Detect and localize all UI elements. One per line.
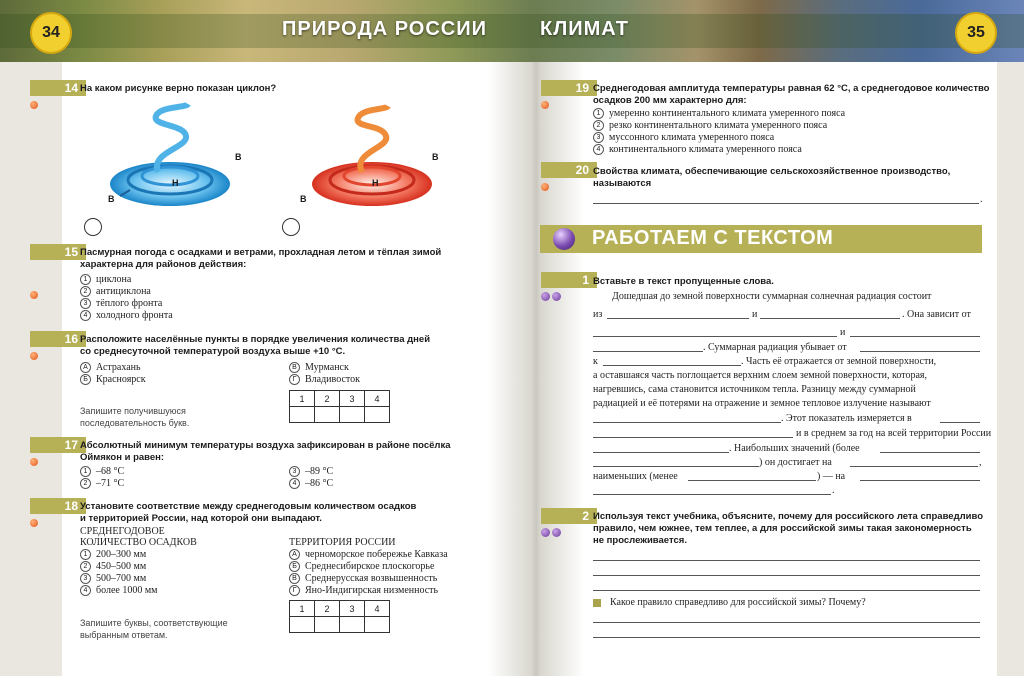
text-fragment: из — [593, 309, 603, 320]
question-18-text-line2: и территорией России, над которой они выпадают. — [80, 513, 322, 524]
column-header: ТЕРРИТОРИЯ РОССИИ — [289, 537, 396, 548]
blank-line[interactable] — [860, 351, 980, 352]
banner-title: РАБОТАЕМ С ТЕКСТОМ — [592, 227, 834, 249]
task-1-instruction: Вставьте в текст пропущенные слова. — [593, 276, 774, 287]
option-marker: В — [289, 573, 300, 584]
section-banner — [540, 225, 982, 253]
answer-option[interactable] — [80, 310, 173, 322]
blank-line[interactable] — [593, 452, 729, 453]
option-marker: 4 — [80, 310, 91, 321]
option-marker: А — [80, 362, 91, 373]
text-fragment: ) — на — [817, 471, 846, 482]
text-fragment: нагревшись, сама становится источником тепла. Разницу между суммарной — [593, 384, 916, 395]
answer-option[interactable] — [80, 478, 124, 490]
question-number-16: 16 — [30, 331, 86, 347]
option-text: 450–500 мм — [96, 561, 147, 572]
text-fragment: и — [752, 309, 758, 320]
page-header — [0, 0, 1024, 62]
question-17-text-line1: Абсолютный минимум температуры воздуха зафиксирован в районе посёлка — [80, 440, 451, 451]
question-18-text-line1: Установите соответствие между среднегодовым количеством осадков — [80, 501, 417, 512]
table-header-cell: 4 — [365, 391, 390, 407]
option-text: Среднерусская возвышенность — [305, 573, 438, 584]
right-page-number: 35 — [955, 12, 997, 54]
text-fragment: наименьших (менее — [593, 471, 678, 482]
answer-option — [80, 374, 146, 386]
blank-line[interactable] — [603, 365, 741, 366]
task-2-text-line3: не прослеживается. — [593, 535, 687, 546]
option-marker: Б — [289, 561, 300, 572]
table-header-cell: 1 — [290, 601, 315, 617]
matching-item — [80, 549, 146, 561]
answer-option[interactable] — [593, 120, 827, 132]
question-19-text-line2: осадков 200 мм характерно для: — [593, 95, 747, 106]
blank-line[interactable] — [607, 318, 749, 319]
answer-circle-1[interactable] — [84, 218, 102, 236]
task-number-2: 2 — [541, 508, 597, 524]
option-marker: А — [289, 549, 300, 560]
table-header-cell: 4 — [365, 601, 390, 617]
pressure-label: В — [235, 152, 242, 162]
answer-line[interactable] — [593, 203, 979, 204]
blank-line[interactable] — [850, 336, 980, 337]
option-text: резко континентального климата умеренного пояса — [609, 120, 828, 131]
option-text: –86 °С — [305, 478, 334, 489]
difficulty-dot — [541, 183, 549, 191]
difficulty-dot — [541, 292, 550, 301]
blank-line[interactable] — [593, 422, 781, 423]
question-20-text-line2: называются — [593, 178, 652, 189]
answer-option[interactable] — [80, 466, 124, 478]
answer-cell[interactable] — [315, 617, 340, 633]
question-number-18: 18 — [30, 498, 86, 514]
blank-line[interactable] — [593, 437, 793, 438]
answer-option[interactable] — [593, 108, 845, 120]
blank-line[interactable] — [593, 494, 831, 495]
text-fragment: . Наибольших значений (более — [729, 443, 860, 454]
option-marker: 3 — [289, 466, 300, 477]
instruction-note-line2: последовательность букв. — [80, 418, 190, 428]
option-text: Среднесибирское плоскогорье — [305, 561, 435, 572]
option-marker: 3 — [593, 132, 604, 143]
blank-line[interactable] — [760, 318, 900, 319]
answer-line[interactable] — [593, 590, 980, 591]
matching-item — [289, 585, 438, 597]
answer-cell[interactable] — [290, 407, 315, 423]
blank-line[interactable] — [593, 466, 759, 467]
book-spine — [488, 62, 584, 676]
answer-option[interactable] — [289, 478, 333, 490]
question-15-text-line2: характерна для районов действия: — [80, 259, 247, 270]
option-marker: Г — [289, 585, 300, 596]
option-marker: 4 — [80, 585, 91, 596]
text-fragment: радиацией и её потерями на отражение и земное тепловое излучение называют — [593, 398, 931, 409]
blank-line[interactable] — [850, 466, 978, 467]
pressure-label: В — [300, 194, 307, 204]
question-17-text-line2: Оймякон и равен: — [80, 452, 165, 463]
answer-cell[interactable] — [340, 617, 365, 633]
answer-table-18 — [289, 600, 390, 633]
pressure-label: В — [432, 152, 439, 162]
blank-line[interactable] — [880, 452, 980, 453]
answer-cell[interactable] — [340, 407, 365, 423]
option-text: Владивосток — [305, 374, 360, 385]
answer-option — [80, 362, 141, 374]
option-text: –89 °С — [305, 466, 334, 477]
instruction-note-line1: Запишите получившуюся — [80, 406, 186, 416]
option-text: холодного фронта — [96, 310, 173, 321]
answer-table-16 — [289, 390, 390, 423]
option-marker: В — [289, 362, 300, 373]
answer-option[interactable] — [80, 298, 162, 310]
option-marker: 4 — [593, 144, 604, 155]
question-19-text-line1: Среднегодовая амплитуда температуры равная 62 °С, а среднегодовое количество — [593, 83, 990, 94]
answer-line[interactable] — [593, 575, 980, 576]
matching-item — [80, 585, 157, 597]
answer-line[interactable] — [593, 637, 980, 638]
sub-question: Какое правило справедливо для российской зимы? Почему? — [610, 597, 866, 608]
difficulty-dot — [30, 519, 38, 527]
matching-item — [289, 549, 448, 561]
text-fragment: и в среднем за год на всей территории России — [796, 428, 992, 439]
answer-cell[interactable] — [365, 407, 390, 423]
text-fragment: . Этот показатель измеряется в — [781, 413, 912, 424]
option-marker: 1 — [80, 466, 91, 477]
option-text: –71 °С — [96, 478, 125, 489]
option-text: континентального климата умеренного пояса — [609, 144, 802, 155]
question-15-text-line1: Пасмурная погода с осадками и ветрами, прохладная летом и тёплая зимой — [80, 247, 442, 258]
text-fragment: ) он достигает на — [759, 457, 832, 468]
header-band — [0, 14, 1024, 48]
question-16-text-line1: Расположите населённые пункты в порядке увеличения количества дней — [80, 334, 431, 345]
option-text: 500–700 мм — [96, 573, 147, 584]
task-number-1: 1 — [541, 272, 597, 288]
option-marker: 2 — [80, 286, 91, 297]
option-text: умеренно континентального климата умеренного пояса — [609, 108, 846, 119]
end-period: . — [980, 194, 983, 205]
question-number-20: 20 — [541, 162, 597, 178]
answer-line[interactable] — [593, 622, 980, 623]
answer-line[interactable] — [593, 560, 980, 561]
pressure-label: Н — [372, 178, 379, 188]
blank-line[interactable] — [593, 336, 837, 337]
answer-cell[interactable] — [315, 407, 340, 423]
difficulty-dot — [30, 352, 38, 360]
text-fragment: и — [840, 327, 846, 338]
answer-option[interactable] — [289, 466, 333, 478]
answer-cell[interactable] — [365, 617, 390, 633]
option-marker: Г — [289, 374, 300, 385]
column-header: СРЕДНЕГОДОВОЕ — [80, 526, 165, 537]
option-marker: 2 — [593, 120, 604, 131]
answer-option — [289, 374, 360, 386]
answer-circle-2[interactable] — [282, 218, 300, 236]
answer-option[interactable] — [80, 274, 131, 286]
option-marker: 1 — [593, 108, 604, 119]
text-fragment: . Суммарная радиация убывает от — [703, 342, 847, 353]
question-number-19: 19 — [541, 80, 597, 96]
matching-item — [289, 573, 437, 585]
instruction-note-line2: выбранным ответам. — [80, 630, 168, 640]
option-text: Астрахань — [96, 362, 141, 373]
cyclone-figure-2 — [292, 102, 452, 214]
option-text: Яно-Индигирская низменность — [305, 585, 439, 596]
table-header-cell: 3 — [340, 391, 365, 407]
answer-cell[interactable] — [290, 617, 315, 633]
square-bullet-icon — [593, 599, 601, 607]
question-20-text-line1: Свойства климата, обеспечивающие сельскохозяйственное производство, — [593, 166, 951, 177]
blank-line[interactable] — [940, 422, 980, 423]
question-16-text-line2: со среднесуточной температурой воздуха выше +10 °С. — [80, 346, 346, 357]
text-fragment: Дошедшая до земной поверхности суммарная солнечная радиация состоит — [612, 291, 932, 302]
blank-line[interactable] — [860, 480, 980, 481]
section-title: ПРИРОДА РОССИИ — [282, 18, 487, 40]
option-marker: Б — [80, 374, 91, 385]
task-2-text-line2: правило, чем южнее, тем теплее, а для российской зимы такая закономерность — [593, 523, 972, 534]
blank-line[interactable] — [593, 351, 703, 352]
task-2-text-line1: Используя текст учебника, объясните, почему для российского лета справедливо — [593, 511, 984, 522]
answer-option[interactable] — [593, 144, 802, 156]
difficulty-dot — [552, 292, 561, 301]
option-marker: 4 — [289, 478, 300, 489]
option-marker: 1 — [80, 549, 91, 560]
column-header: КОЛИЧЕСТВО ОСАДКОВ — [80, 537, 197, 548]
matching-item — [289, 561, 434, 573]
option-text: антициклона — [96, 286, 151, 297]
answer-option[interactable] — [593, 132, 774, 144]
difficulty-dot — [30, 458, 38, 466]
pressure-label: Н — [172, 178, 179, 188]
sphere-icon — [553, 228, 575, 250]
text-fragment: . — [832, 485, 835, 496]
left-page-number: 34 — [30, 12, 72, 54]
option-marker: 2 — [80, 478, 91, 489]
cyclone-figure-1 — [90, 102, 250, 214]
option-text: более 1000 мм — [96, 585, 158, 596]
question-number-14: 14 — [30, 80, 86, 96]
option-text: тёплого фронта — [96, 298, 163, 309]
difficulty-dot — [541, 528, 550, 537]
topic-title: КЛИМАТ — [540, 18, 629, 40]
option-marker: 2 — [80, 561, 91, 572]
difficulty-dot — [30, 291, 38, 299]
difficulty-dot — [541, 101, 549, 109]
text-fragment: , — [979, 457, 982, 468]
option-text: черноморское побережье Кавказа — [305, 549, 448, 560]
option-marker: 3 — [80, 298, 91, 309]
difficulty-dot — [30, 101, 38, 109]
text-fragment: . Часть её отражается от земной поверхности, — [741, 356, 937, 367]
option-text: циклона — [96, 274, 132, 285]
option-marker: 3 — [80, 573, 91, 584]
option-text: Мурманск — [305, 362, 349, 373]
table-header-cell: 3 — [340, 601, 365, 617]
instruction-note-line1: Запишите буквы, соответствующие — [80, 618, 228, 628]
question-number-15: 15 — [30, 244, 86, 260]
option-text: –68 °С — [96, 466, 125, 477]
matching-item — [80, 573, 146, 585]
option-text: муссонного климата умеренного пояса — [609, 132, 775, 143]
table-header-cell: 2 — [315, 391, 340, 407]
question-14-text: На каком рисунке верно показан циклон? — [80, 83, 277, 94]
table-header-cell: 2 — [315, 601, 340, 617]
matching-item — [80, 561, 146, 573]
option-text: Красноярск — [96, 374, 146, 385]
answer-option — [289, 362, 349, 374]
question-number-17: 17 — [30, 437, 86, 453]
pressure-label: В — [108, 194, 115, 204]
difficulty-dot — [552, 528, 561, 537]
text-fragment: . Она зависит от — [902, 309, 971, 320]
answer-option[interactable] — [80, 286, 151, 298]
text-fragment: к — [593, 356, 598, 367]
table-header-cell: 1 — [290, 391, 315, 407]
option-marker: 1 — [80, 274, 91, 285]
text-fragment: а оставшаяся часть поглощается верхним слоем земной поверхности, которая, — [593, 370, 928, 381]
option-text: 200–300 мм — [96, 549, 147, 560]
blank-line[interactable] — [688, 480, 816, 481]
